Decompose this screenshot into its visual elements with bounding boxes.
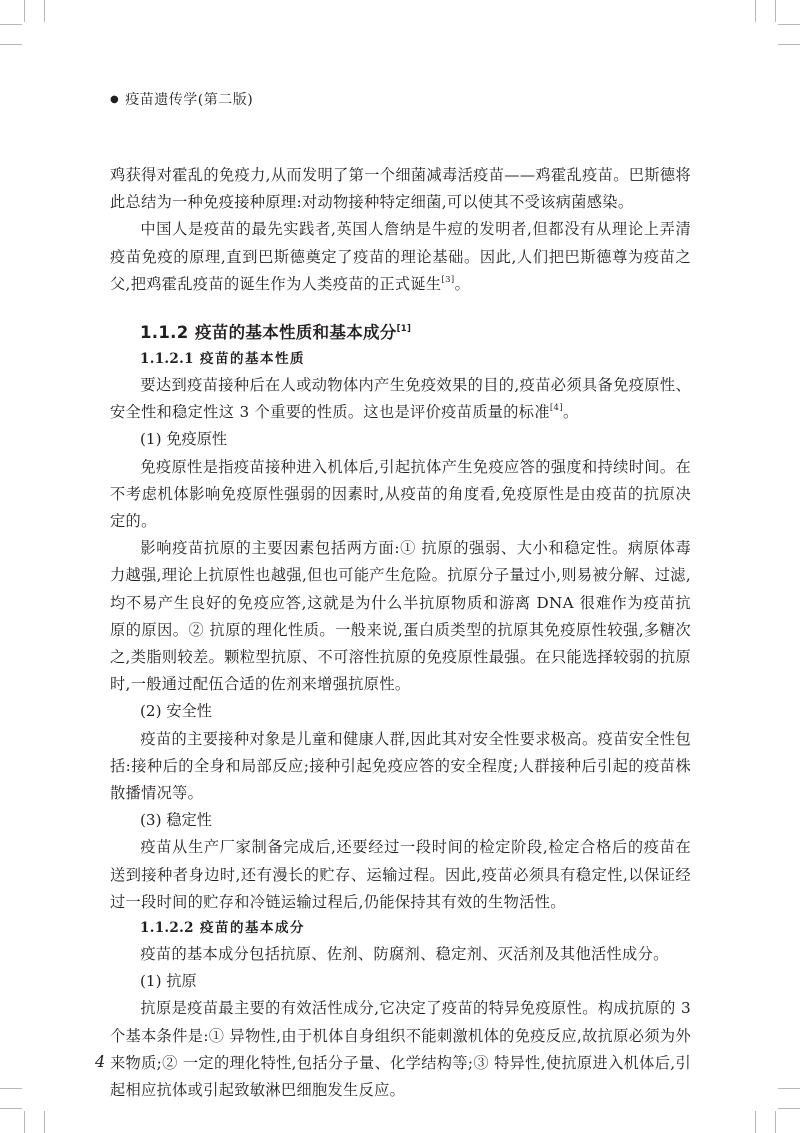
paragraph-text: 中国人是疫苗的最先实践者,英国人詹纳是牛痘的发明者,但都没有从理论上弄清疫苗免疫的原理,直到巴斯德奠定了疫苗的理论基础。因此,人们把巴斯德尊为疫苗之父,把鸡霍乱疫苗的诞生作为人类疫苗的正式诞生 — [110, 220, 691, 293]
paragraph-end: 。 — [562, 403, 579, 422]
crop-mark — [24, 1111, 25, 1133]
crop-mark — [44, 1111, 45, 1133]
section-heading — [110, 319, 691, 347]
running-header — [110, 89, 253, 109]
crop-mark — [24, 0, 25, 22]
paragraph: 疫苗的主要接种对象是儿童和健康人群,因此其对安全性要求极高。疫苗安全性包括:接种后的全身和局部反应;接种引起免疫应答的安全程度;人群接种后引起的疫苗株散播情况等。 — [110, 729, 691, 803]
paragraph: 疫苗从生产厂家制备完成后,还要经过一段时间的检定阶段,检定合格后的疫苗在送到接种者身边时,还有漫长的贮存、运输过程。因此,疫苗必须具有稳定性,以保证经过一段时间的贮存和冷链运输过程后,仍能保持其有效的生物活性。 — [110, 838, 691, 911]
crop-mark — [0, 1088, 22, 1089]
subsection-heading — [110, 916, 691, 941]
crop-mark — [775, 0, 776, 22]
subsection-heading — [110, 347, 691, 372]
subsection-number: 1.1.2.1 — [140, 351, 194, 368]
body-text — [110, 162, 691, 1104]
running-title: 疫苗遗传学(第二版) — [125, 92, 254, 108]
paragraph — [110, 216, 691, 298]
crop-mark — [755, 1111, 756, 1133]
citation-ref[interactable]: [4] — [549, 403, 563, 414]
subsection-title: 疫苗的基本成分 — [200, 920, 305, 937]
section-number: 1.1.2 — [140, 323, 189, 343]
crop-mark — [778, 1088, 800, 1089]
crop-mark — [778, 44, 800, 45]
bullet-dot-icon: ● — [110, 94, 120, 105]
crop-mark — [0, 44, 22, 45]
citation-ref[interactable]: [1] — [396, 324, 412, 335]
paragraph: 抗原是疫苗最主要的有效活性成分,它决定了疫苗的特异免疫原性。构成抗原的 3 个基本条件是:① 异物性,由于机体自身组织不能刺激机体的免疫反应,故抗原必须为外来物质;② 一定的理化特性,包括分子量、化学结构等;③ 特异性,使抗原进入机体后,引起相应抗体或引起致敏淋巴细胞发生反应。 — [110, 999, 691, 1100]
paragraph-end: 。 — [454, 274, 471, 293]
paragraph: 影响疫苗抗原的主要因素包括两方面:① 抗原的强弱、大小和稳定性。病原体毒力越强,理论上抗原性也越强,但也可能产生危险。抗原分子量过小,则易被分解、过滤,均不易产生良好的免疫应答,这就是为什么半抗原物质和游离 DNA 很难作为疫苗抗原的原因。② 抗原的理化性质。一般来说,蛋白质类型的抗原其免疫原性较强,多糖次之,类脂则较差。颗粒型抗原、不可溶性抗原的免疫原性最强。在只能选择较弱的抗原时,一般通过配伍合适的佐剂来增强抗原性。 — [110, 539, 691, 694]
paragraph: 鸡获得对霍乱的免疫力,从而发明了第一个细菌减毒活疫苗——鸡霍乱疫苗。巴斯德将此总结为一种免疫接种原理:对动物接种特定细菌,可以使其不受该病菌感染。 — [110, 166, 691, 212]
section-title: 疫苗的基本性质和基本成分 — [195, 323, 397, 343]
paragraph: 疫苗的基本成分包括抗原、佐剂、防腐剂、稳定剂、灭活剂及其他活性成分。 — [140, 945, 669, 964]
crop-mark — [755, 0, 756, 22]
page-number: 4 — [95, 1052, 106, 1071]
crop-mark — [778, 1108, 800, 1109]
crop-mark — [775, 1111, 776, 1133]
sub-item-heading: (2) 安全性 — [140, 702, 212, 721]
crop-mark — [0, 1108, 22, 1109]
paragraph — [110, 372, 691, 426]
subsection-title: 疫苗的基本性质 — [200, 351, 305, 368]
subsection-number: 1.1.2.2 — [140, 920, 194, 937]
paragraph-text: 要达到疫苗接种后在人或动物体内产生免疫效果的目的,疫苗必须具备免疫原性、安全性和稳定性这 3 个重要的性质。这也是评价疫苗质量的标准 — [110, 376, 691, 422]
citation-ref[interactable]: [3] — [441, 274, 455, 285]
crop-mark — [778, 24, 800, 25]
sub-item-heading: (1) 免疫原性 — [140, 430, 228, 449]
paragraph: 免疫原性是指疫苗接种进入机体后,引起抗体产生免疫应答的强度和持续时间。在不考虑机体影响免疫原性强弱的因素时,从疫苗的角度看,免疫原性是由疫苗的抗原决定的。 — [110, 457, 691, 531]
sub-item-heading: (1) 抗原 — [140, 972, 197, 991]
crop-mark — [0, 24, 22, 25]
sub-item-heading: (3) 稳定性 — [140, 811, 212, 830]
crop-mark — [44, 0, 45, 22]
